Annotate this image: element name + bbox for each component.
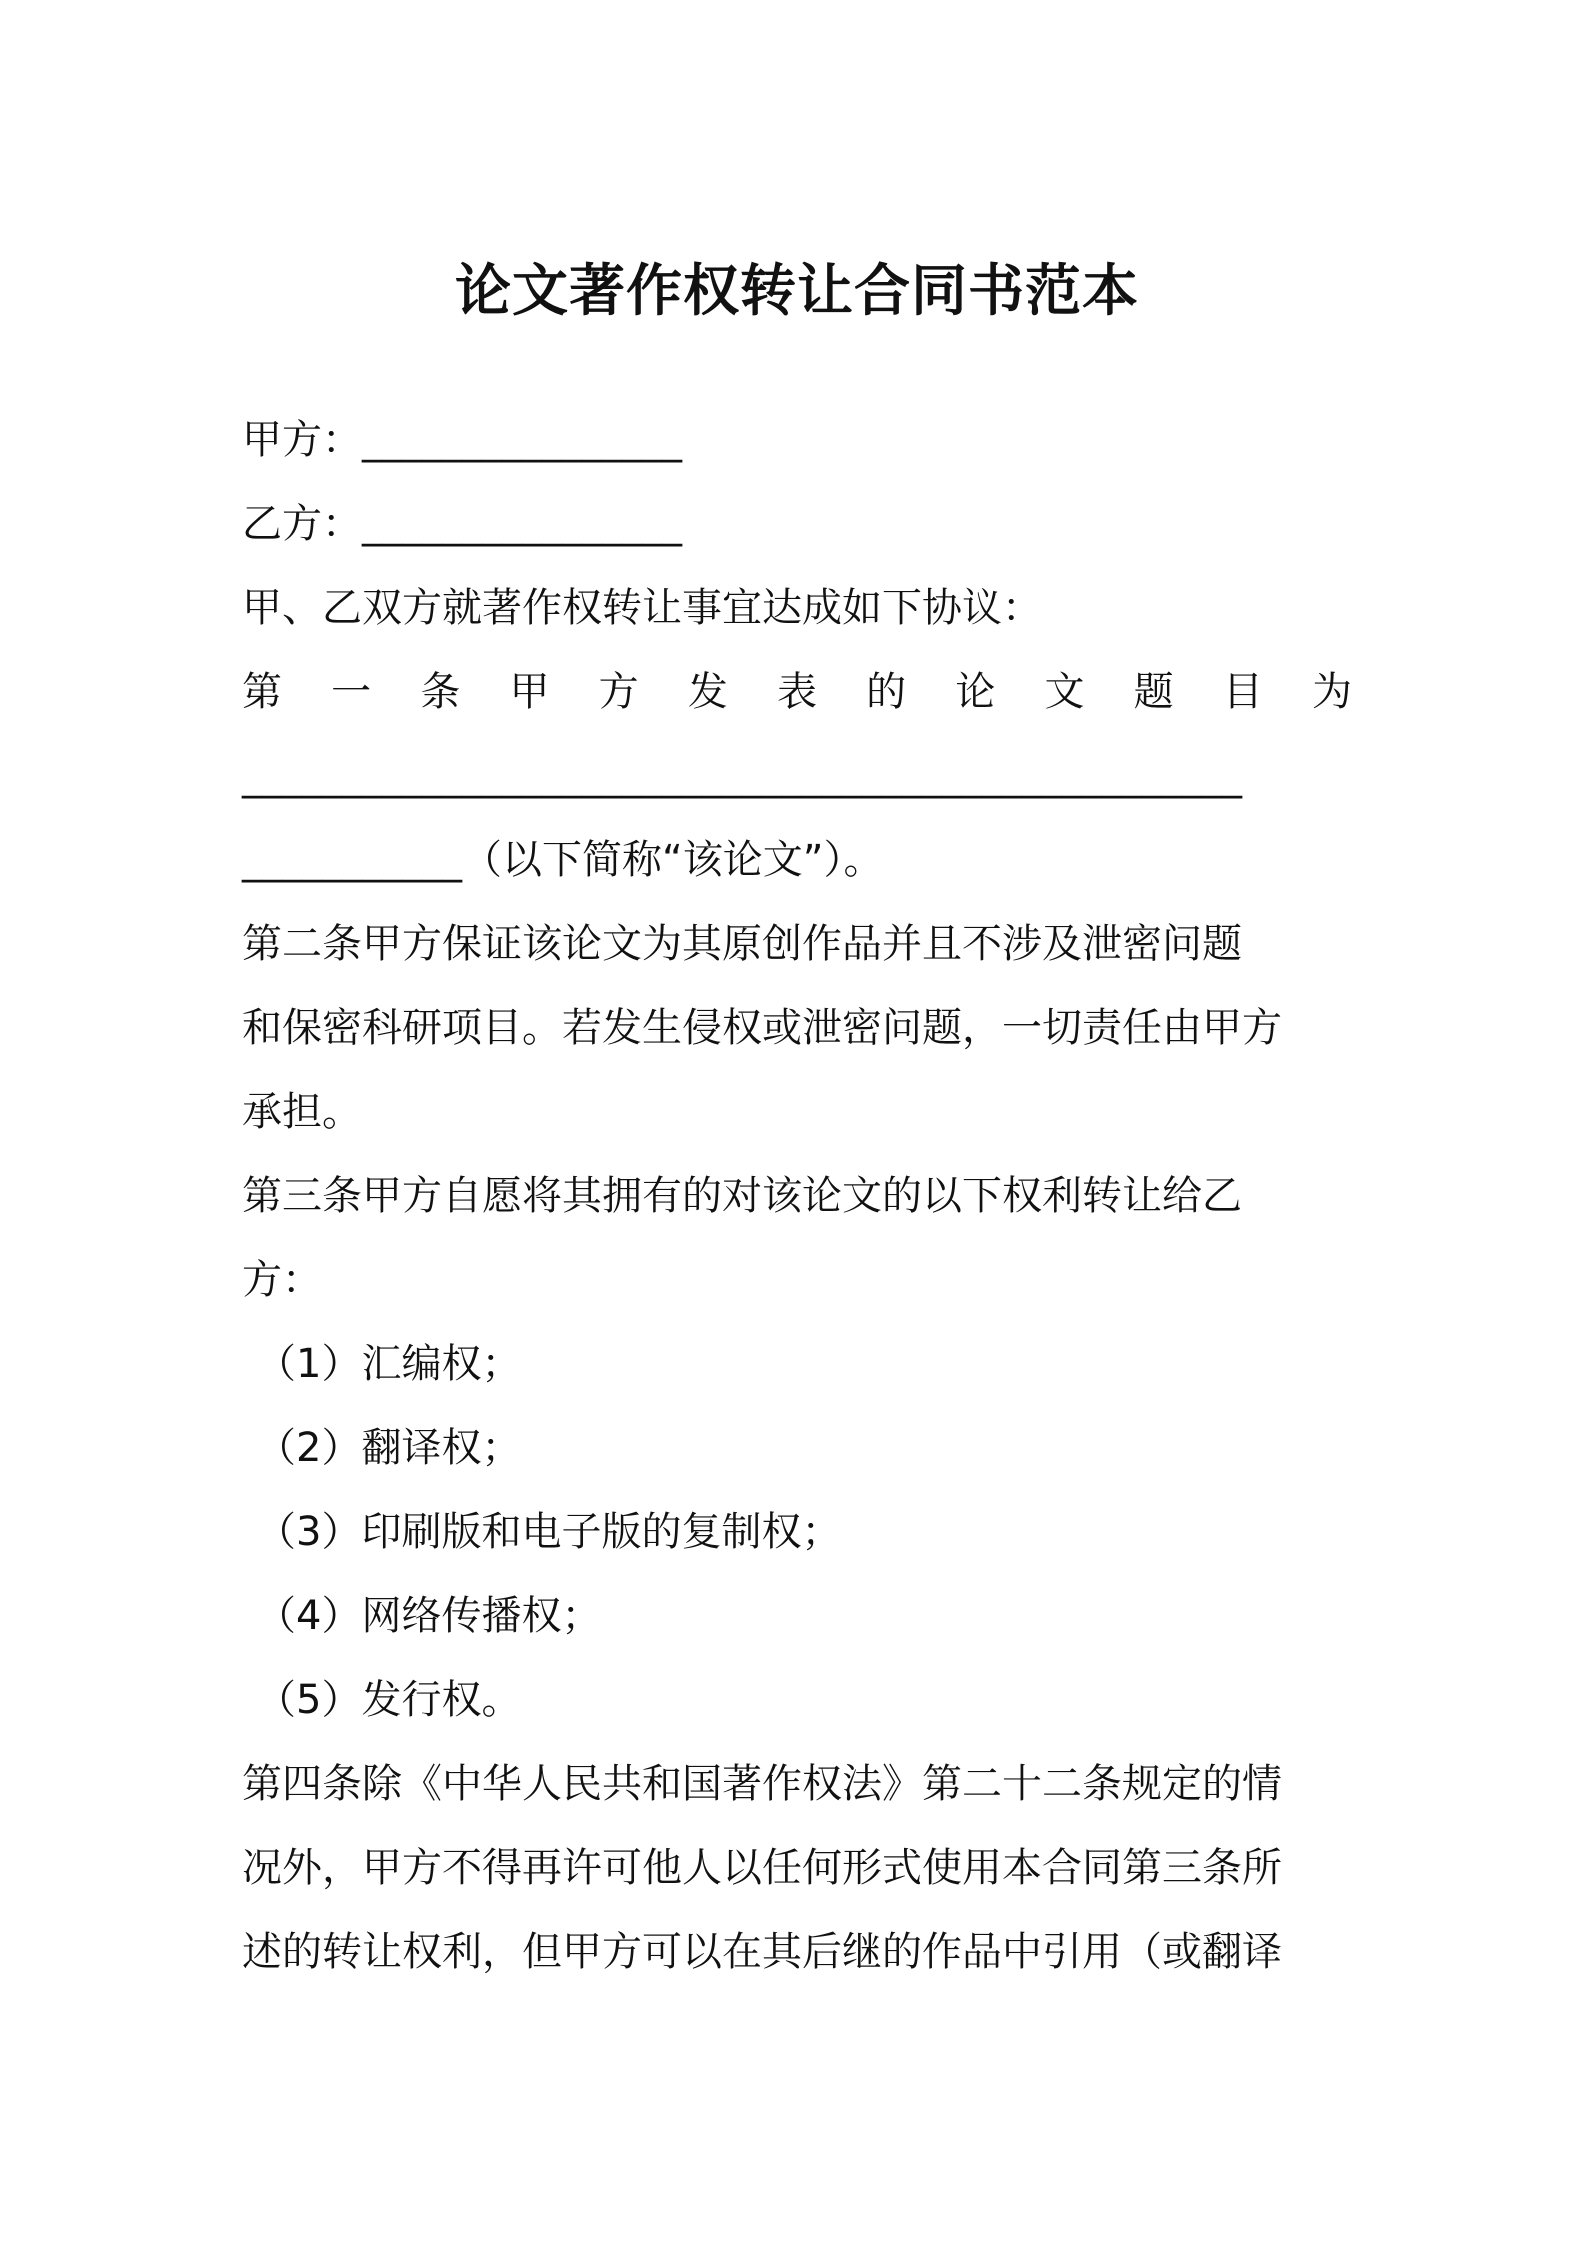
article-1-line-3: ___________（以下简称“该论文”）。 bbox=[242, 837, 884, 883]
article-2-line-2: 和保密科研项目。若发生侵权或泄密问题，一切责任由甲方 bbox=[242, 1005, 1282, 1051]
rights-list-item: （2）翻译权； bbox=[256, 1425, 522, 1471]
article-3-line-2: 方： bbox=[242, 1257, 322, 1303]
article-1-blank-line: __________________________________________________ bbox=[242, 753, 1242, 799]
party-a-line: 甲方：________________ bbox=[242, 417, 682, 463]
rights-list-item: （5）发行权。 bbox=[256, 1677, 522, 1723]
document-title: 论文著作权转让合同书范本 bbox=[455, 259, 1139, 324]
article-3-line-1: 第三条甲方自愿将其拥有的对该论文的以下权利转让给乙 bbox=[242, 1173, 1242, 1219]
rights-list-item: （4）网络传播权； bbox=[256, 1593, 602, 1639]
article-4-line-1: 第四条除《中华人民共和国著作权法》第二十二条规定的情 bbox=[242, 1761, 1282, 1807]
rights-list-item: （1）汇编权； bbox=[256, 1341, 522, 1387]
article-2-line-3: 承担。 bbox=[242, 1089, 362, 1135]
article-1-line-1: 第 一 条 甲 方 发 表 的 论 文 题 目 为 bbox=[242, 669, 1352, 715]
agreement-intro: 甲、乙双方就著作权转让事宜达成如下协议： bbox=[242, 585, 1042, 631]
article-4-line-2: 况外，甲方不得再许可他人以任何形式使用本合同第三条所 bbox=[242, 1845, 1282, 1891]
article-2-line-1: 第二条甲方保证该论文为其原创作品并且不涉及泄密问题 bbox=[242, 921, 1242, 967]
rights-list-item: （3）印刷版和电子版的复制权； bbox=[256, 1509, 842, 1555]
party-b-line: 乙方：________________ bbox=[242, 501, 682, 547]
article-4-line-3: 述的转让权利，但甲方可以在其后继的作品中引用（或翻译 bbox=[242, 1929, 1282, 1975]
